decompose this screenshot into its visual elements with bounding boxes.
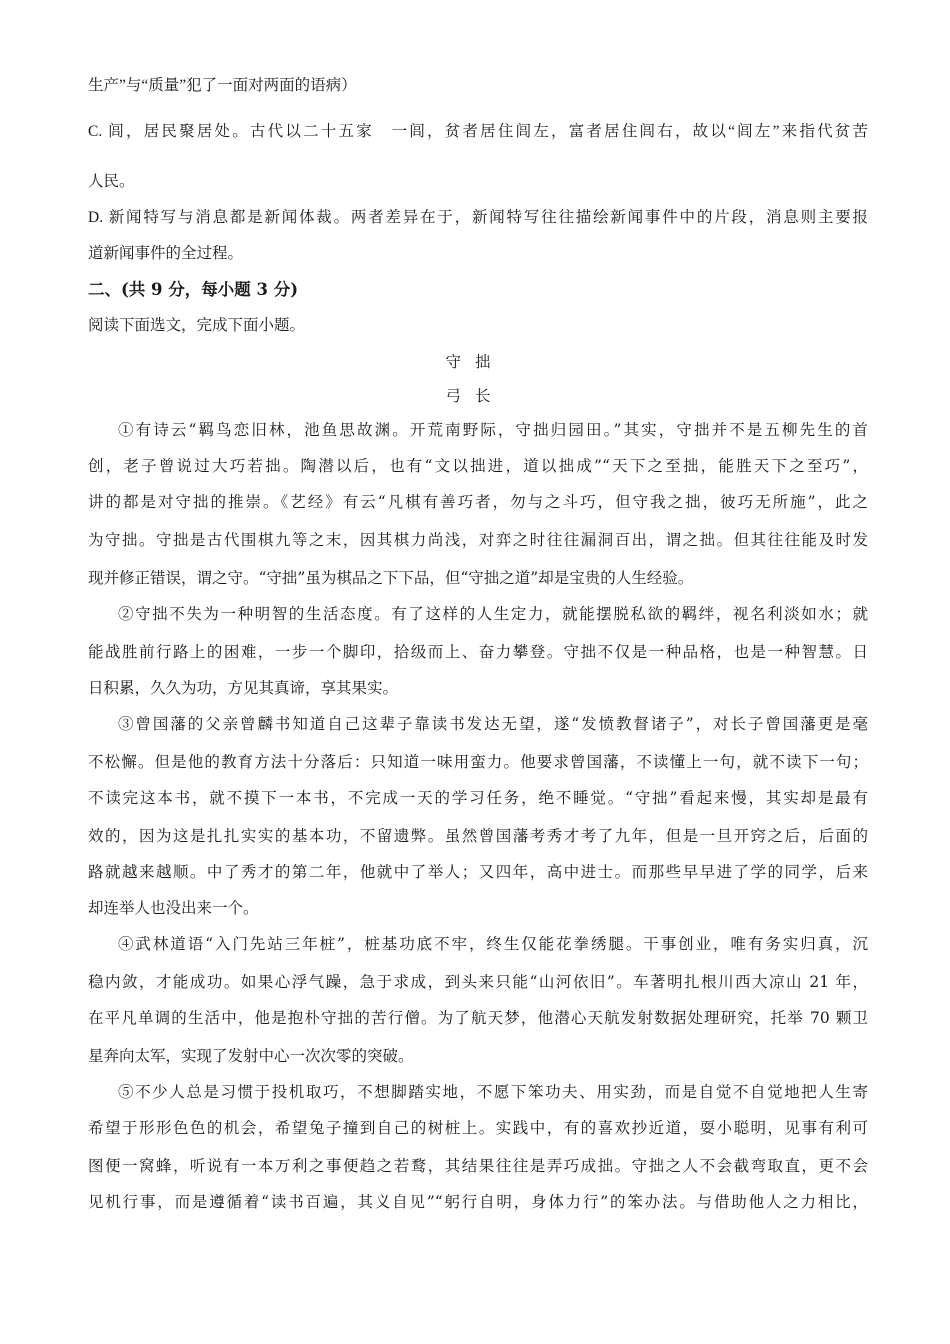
article-line: 路就越来越顺。中了秀才的第二年，他就中了举人；又四年，高中进士。而那些早早进了学的同学，后来: [88, 863, 868, 881]
article-line: ⑤不少人总是习惯于投机取巧，不想脚踏实地，不愿下笨功夫、用实劲，而是自觉不自觉地把人生寄: [118, 1083, 868, 1101]
article-line: 效的，因为这是扎扎实实的基本功，不留遗弊。虽然曾国藩考秀才考了九年，但是一旦开窍之后，后面的: [88, 827, 868, 845]
article-line: 不松懈。但是他的教育方法十分落后：只知道一味用蛮力。他要求曾国藩，不读懂上一句，就不读下一句；: [88, 753, 868, 771]
section-instruction: 阅读下面选文，完成下面小题。: [88, 317, 306, 334]
article-line: ③曾国藩的父亲曾麟书知道自己这辈子靠读书发达无望，遂“发愤教督诸子”，对长子曾国藩更是毫: [118, 715, 868, 733]
article-line: 稳内敛，才能成功。如果心浮气躁，急于求成，到头来只能“山河依旧”。车著明扎根川西大凉山 21 年，: [88, 973, 868, 991]
article-line: 日积累，久久为功，方见其真谛，享其果实。: [88, 679, 399, 697]
article-line: ②守拙不失为一种明智的生活态度。有了这样的人生定力，就能摆脱私欲的羁绊，视名利淡如水；就: [118, 605, 868, 623]
article-line: 在平凡单调的生活中，他是抱朴守拙的苦行僧。为了航天梦，他潜心天航发射数据处理研究，托举 70 颗卫: [88, 1009, 868, 1027]
article-line: 却连举人也没出来一个。: [88, 899, 259, 917]
article-line: 为守拙。守拙是古代围棋九等之末，因其棋力尚浅，对弈之时往往漏洞百出，谓之拙。但其往往能及时发: [88, 531, 868, 549]
article-author: 弓长: [445, 387, 505, 405]
article-title: 守拙: [445, 353, 505, 371]
article-line: 希望于形形色色的机会，希望兔子撞到自己的树桩上。实践中，有的喜欢抄近道，耍小聪明，见事有利可: [88, 1119, 868, 1137]
option-d-line-2: 道新闻事件的全过程。: [88, 245, 244, 262]
article-line: 创，老子曾说过大巧若拙。陶潜以后，也有“文以拙进，道以拙成”“天下之至拙，能胜天下之至巧”，: [88, 457, 868, 475]
article-line: 星奔向太军，实现了发射中心一次次零的突破。: [88, 1047, 414, 1065]
article-line: ①有诗云“羁鸟恋旧林，池鱼思故渊。开荒南野际，守拙归园田。”其实，守拙并不是五柳先生的首: [118, 421, 868, 439]
option-c-line-1: C. 闾，居民聚居处。古代以二十五家 一闾，贫者居住闾左，富者居住闾右，故以“闾左”来指代贫苦: [88, 123, 868, 140]
option-d-line-1: D. 新闻特写与消息都是新闻体裁。两者差异在于，新闻特写往往描绘新闻事件中的片段，消息则主要报: [88, 209, 868, 226]
section-heading: 二、(共 9 分，每小题 3 分): [88, 280, 299, 299]
article-line: 讲的都是对守拙的推崇。《艺经》有云“凡棋有善巧者，勿与之斗巧，但守我之拙，彼巧无所施”，此之: [88, 493, 868, 511]
article-line: 图便一窝蜂，听说有一本万利之事便趋之若鹜，其结果往往是弄巧成拙。守拙之人不会截弯取直，更不会: [88, 1157, 868, 1175]
option-b-tail: 生产”与“质量”犯了一面对两面的语病）: [88, 77, 357, 94]
option-c-line-2: 人民。: [88, 173, 135, 190]
article-line: ④武林道语“入门先站三年桩”，桩基功底不牢，终生仅能花拳绣腿。干事创业，唯有务实归真，沉: [118, 935, 868, 953]
article-line: 能战胜前行路上的困难，一步一个脚印，拾级而上、奋力攀登。守拙不仅是一种品格，也是一种智慧。日: [88, 643, 868, 661]
article-line: 现并修正错误，谓之守。“守拙”虽为棋品之下下品，但“守拙之道”却是宝贵的人生经验。: [88, 569, 694, 587]
article-line: 不读完这本书，就不摸下一本书，不完成一天的学习任务，绝不睡觉。“守拙”看起来慢，其实却是最有: [88, 789, 868, 807]
article-line: 见机行事，而是遵循着“读书百遍，其义自见”“躬行自明，身体力行”的笨办法。与借助他人之力相比，: [88, 1193, 868, 1211]
